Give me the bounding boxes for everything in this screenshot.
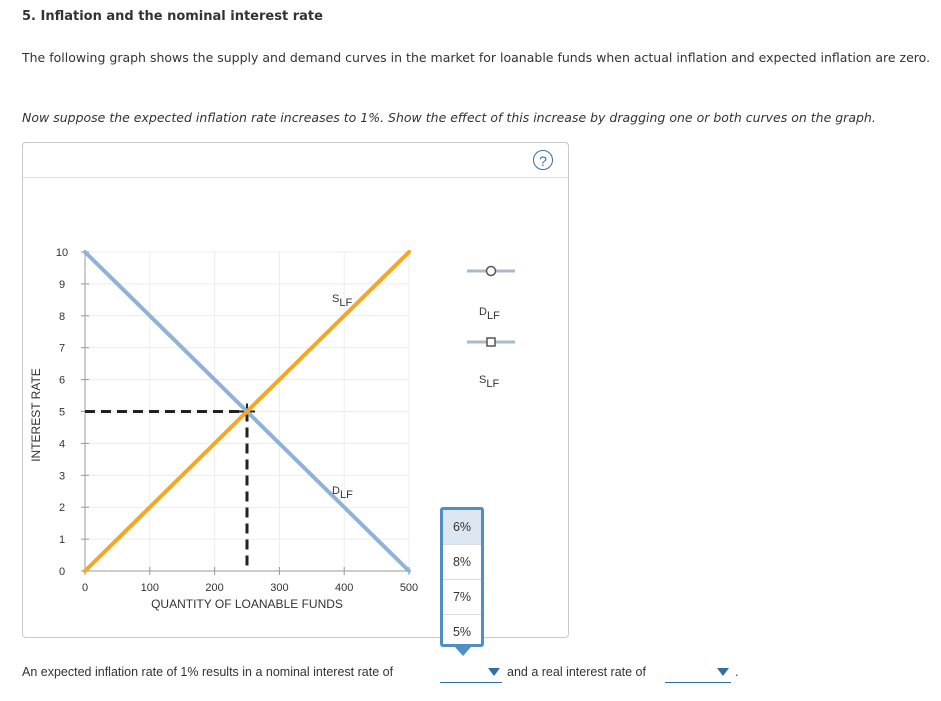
x-axis-label: QUANTITY OF LOANABLE FUNDS xyxy=(151,597,343,611)
question-title: 5. Inflation and the nominal interest rate xyxy=(22,9,323,24)
nominal-rate-options-menu[interactable] xyxy=(440,507,484,647)
question-intro: The following graph shows the supply and demand curves in the market for loanable funds when actual inflation and expected inflation are zero. xyxy=(22,50,931,65)
y-tick-label: 5 xyxy=(58,406,66,419)
x-tick-label: 300 xyxy=(270,582,289,594)
demand-curve-label: DLF xyxy=(332,485,353,501)
y-tick-label: 0 xyxy=(58,566,66,578)
y-tick-label: 10 xyxy=(55,247,69,259)
y-tick-label: 3 xyxy=(58,470,66,483)
x-tick-label: 200 xyxy=(205,582,224,594)
dropdown-option[interactable]: 7% xyxy=(443,580,481,615)
dropdown-option[interactable]: 6% xyxy=(443,510,481,545)
dropdown-option[interactable]: 8% xyxy=(443,545,481,580)
chevron-down-icon xyxy=(717,668,729,676)
chevron-down-icon xyxy=(488,668,500,676)
x-tick-label: 400 xyxy=(335,582,354,594)
y-tick-label: 6 xyxy=(58,374,66,387)
y-axis-label: INTEREST RATE xyxy=(29,368,43,462)
curve-palette xyxy=(467,267,515,347)
help-icon[interactable]: ? xyxy=(533,150,553,170)
x-tick-label: 0 xyxy=(81,582,89,594)
nominal-rate-dropdown[interactable] xyxy=(440,664,502,683)
question-instruction: Now suppose the expected inflation rate increases to 1%. Show the effect of this increase by dragging one or both curves on the graph. xyxy=(22,110,876,125)
real-rate-dropdown[interactable] xyxy=(665,664,731,683)
menu-pointer xyxy=(455,647,471,656)
y-tick-label: 7 xyxy=(58,342,66,355)
curve-labels xyxy=(332,293,500,501)
y-tick-label: 1 xyxy=(58,534,66,547)
palette-supply-handle-icon[interactable] xyxy=(487,338,495,346)
answer-sentence-part2: and a real interest rate of xyxy=(507,665,646,679)
answer-sentence-part1: An expected inflation rate of 1% results in a nominal interest rate of xyxy=(22,665,394,679)
supply-curve-label: SLF xyxy=(332,293,353,309)
y-tick-label: 9 xyxy=(58,278,66,291)
x-tick-label: 500 xyxy=(399,582,419,594)
palette-demand-label: DLF xyxy=(479,306,500,322)
y-tick-label: 8 xyxy=(58,310,66,323)
dropdown-option[interactable]: 5% xyxy=(452,625,472,639)
y-tick-label: 2 xyxy=(58,502,66,515)
x-tick-label: 100 xyxy=(140,582,159,594)
palette-supply-label: SLF xyxy=(479,374,500,390)
answer-sentence-end: . xyxy=(735,665,739,679)
y-tick-label: 4 xyxy=(58,438,66,451)
palette-demand-handle-icon[interactable] xyxy=(487,267,496,276)
